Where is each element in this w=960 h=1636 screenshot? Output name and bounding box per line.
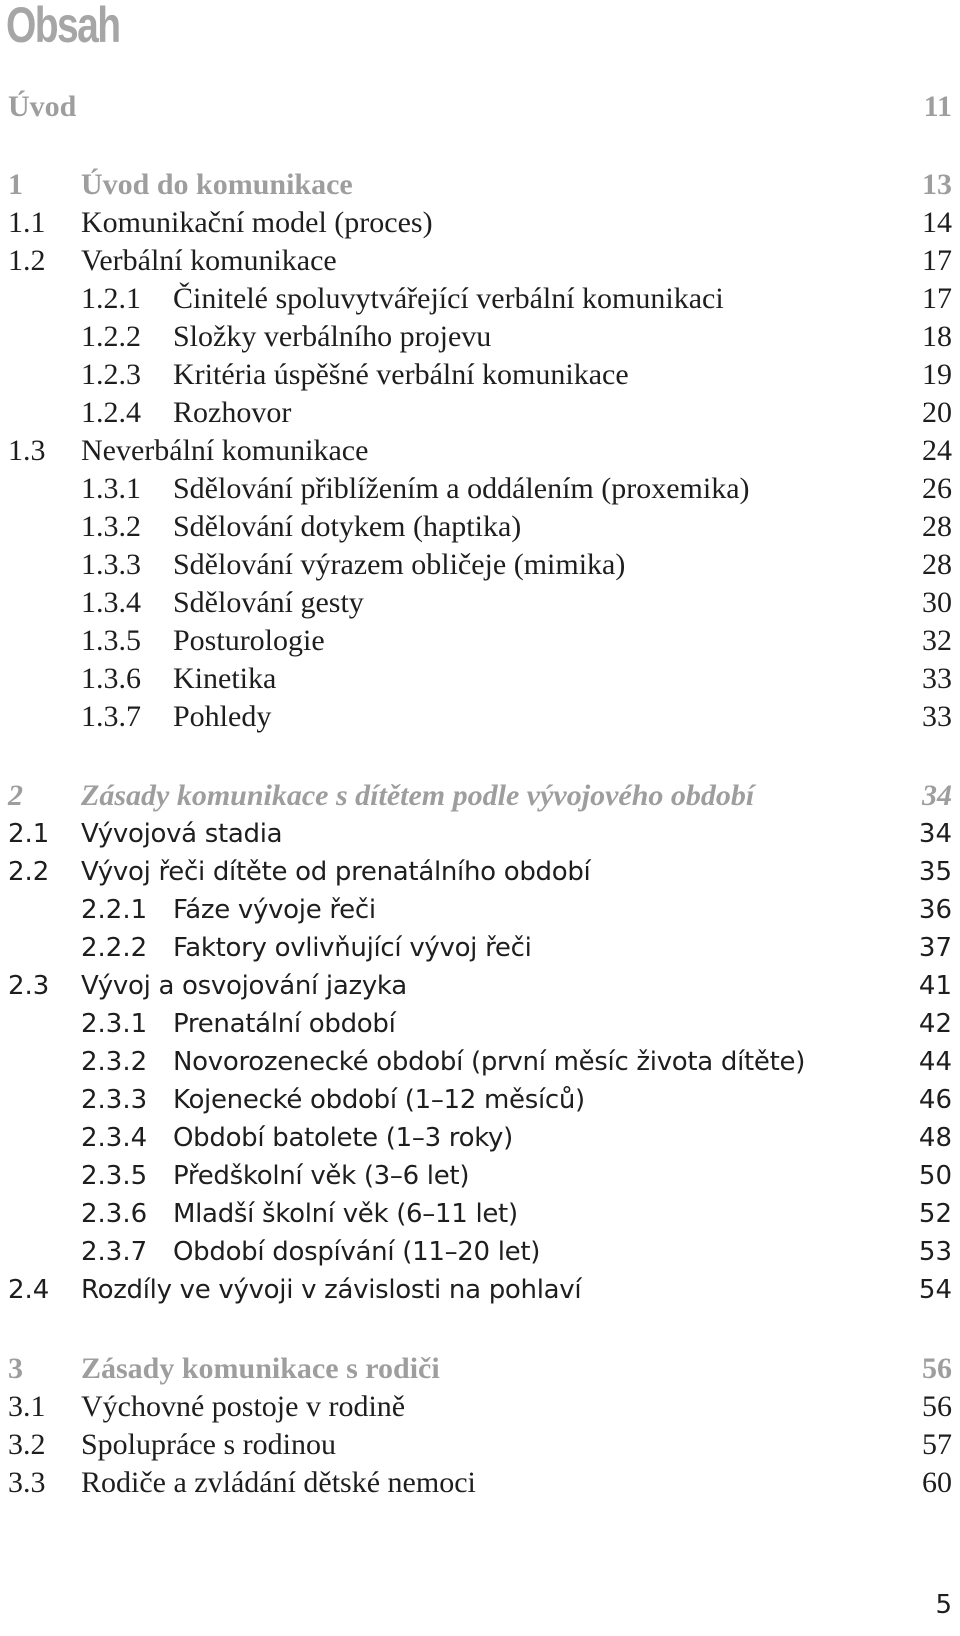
toc-entry-number: 1.2.2	[81, 320, 141, 353]
toc-entry-number: 2.3.3	[81, 1085, 148, 1115]
toc-entry[interactable]	[0, 431, 960, 471]
toc-entry-title: Kojenecké období (1–12 měsíců)	[173, 1085, 585, 1115]
toc-entry-page: 56	[922, 1352, 952, 1385]
toc-entry-number: 2.3.1	[81, 1009, 148, 1039]
toc-entry-number: 3	[8, 1352, 23, 1385]
toc-entry-number: 2.2	[8, 857, 50, 887]
toc-entry-title: Komunikační model (proces)	[81, 206, 433, 239]
toc-entry[interactable]	[0, 1387, 960, 1427]
toc-subentry[interactable]	[0, 1118, 960, 1158]
toc-entry-title: Spolupráce s rodinou	[81, 1428, 336, 1461]
toc-entry-title: Zásady komunikace s rodiči	[81, 1352, 440, 1385]
toc-subentry[interactable]	[0, 1042, 960, 1082]
toc-entry-number: 2.4	[8, 1275, 50, 1305]
toc-entry[interactable]	[0, 814, 960, 854]
toc-entry-number: 3.2	[8, 1428, 46, 1461]
toc-entry-title: Posturologie	[173, 624, 325, 657]
toc-entry-title: Rodiče a zvládání dětské nemoci	[81, 1466, 476, 1499]
toc-entry-page: 24	[922, 434, 952, 467]
toc-entry-page: 42	[918, 1009, 952, 1039]
toc-entry-page: 14	[922, 206, 952, 239]
toc-entry-title: Faktory ovlivňující vývoj řeči	[173, 933, 532, 963]
toc-entry-title: Vývoj řeči dítěte od prenatálního období	[81, 857, 591, 887]
toc-entry-page: 13	[922, 168, 952, 201]
toc-entry-title: Sdělování gesty	[173, 586, 364, 619]
toc-entry-title: Fáze vývoje řeči	[173, 895, 376, 925]
toc-entry-title: Sdělování výrazem obličeje (mimika)	[173, 548, 626, 581]
toc-entry-page: 11	[923, 90, 952, 123]
toc-entry-title: Výchovné postoje v rodině	[81, 1390, 406, 1423]
toc-subentry[interactable]	[0, 279, 960, 319]
toc-entry[interactable]	[0, 1270, 960, 1310]
toc-entry-number: 1.3.1	[81, 472, 141, 505]
toc-entry[interactable]	[0, 852, 960, 892]
toc-entry-number: 2.3.6	[81, 1199, 148, 1229]
toc-entry-title: Rozdíly ve vývoji v závislosti na pohlaví	[81, 1275, 582, 1305]
toc-entry-page: 17	[922, 282, 952, 315]
toc-entry-number: 2.3.4	[81, 1123, 148, 1153]
toc-entry-number: 1.2	[8, 244, 46, 277]
toc-entry-page: 30	[922, 586, 952, 619]
toc-entry-title: Předškolní věk (3–6 let)	[173, 1161, 470, 1191]
toc-entry-page: 50	[918, 1161, 952, 1191]
toc-entry-title: Sdělování přiblížením a oddálením (proxemika)	[173, 472, 750, 505]
toc-subentry[interactable]	[0, 928, 960, 968]
toc-entry-title: Verbální komunikace	[81, 244, 337, 277]
toc-entry-number: 2.1	[8, 819, 50, 849]
toc-entry-number: 1.3.2	[81, 510, 141, 543]
toc-entry-number: 1.3.4	[81, 586, 141, 619]
toc-subentry[interactable]	[0, 1004, 960, 1044]
toc-entry-number: 2	[8, 779, 23, 812]
toc-entry-number: 1.3.5	[81, 624, 141, 657]
toc-entry-page: 33	[922, 662, 952, 695]
toc-entry-number: Úvod	[8, 90, 77, 123]
toc-entry-number: 2.2.1	[81, 895, 148, 925]
toc-entry-number: 1.3.3	[81, 548, 141, 581]
toc-subentry[interactable]	[0, 1194, 960, 1234]
toc-entry[interactable]	[0, 1463, 960, 1503]
toc-entry-page: 28	[922, 510, 952, 543]
toc-entry-number: 2.3	[8, 971, 50, 1001]
toc-entry-page: 28	[922, 548, 952, 581]
toc-entry-title: Vývojová stadia	[81, 819, 283, 849]
toc-entry[interactable]	[0, 1425, 960, 1465]
toc-entry-number: 3.1	[8, 1390, 46, 1423]
toc-entry-page: 48	[918, 1123, 952, 1153]
toc-entry-page: 36	[918, 895, 952, 925]
toc-subentry[interactable]	[0, 469, 960, 509]
toc-subentry[interactable]	[0, 621, 960, 661]
toc-entry-page: 44	[918, 1047, 952, 1077]
toc-entry-number: 2.2.2	[81, 933, 148, 963]
toc-subentry[interactable]	[0, 1232, 960, 1272]
toc-entry-title: Novorozenecké období (první měsíc života dítěte)	[173, 1047, 806, 1077]
toc-entry-number: 1	[8, 168, 23, 201]
toc-subentry[interactable]	[0, 1156, 960, 1196]
toc-entry-title: Vývoj a osvojování jazyka	[81, 971, 407, 1001]
toc-entry-page: 41	[918, 971, 952, 1001]
toc-entry-number: 1.3.7	[81, 700, 141, 733]
toc-subentry[interactable]	[0, 393, 960, 433]
toc-subentry[interactable]	[0, 507, 960, 547]
toc-entry[interactable]	[0, 966, 960, 1006]
toc-subentry[interactable]	[0, 890, 960, 930]
toc-entry-number: 1.3.6	[81, 662, 141, 695]
toc-entry-page: 20	[922, 396, 952, 429]
toc-entry-title: Činitelé spoluvytvářející verbální komunikaci	[173, 282, 724, 315]
toc-entry-page: 34	[918, 819, 952, 849]
toc-entry-number: 1.1	[8, 206, 46, 239]
toc-entry-page: 18	[922, 320, 952, 353]
toc-subentry[interactable]	[0, 355, 960, 395]
toc-subentry[interactable]	[0, 697, 960, 737]
toc-chapter-2[interactable]	[0, 776, 960, 816]
toc-entry-number: 1.2.3	[81, 358, 141, 391]
toc-entry-number: 1.2.4	[81, 396, 141, 429]
toc-entry-number: 2.3.5	[81, 1161, 148, 1191]
toc-entry-number: 2.3.7	[81, 1237, 148, 1267]
toc-entry-title: Složky verbálního projevu	[173, 320, 492, 353]
toc-entry-page: 57	[922, 1428, 952, 1461]
toc-entry-page: 34	[922, 779, 952, 812]
toc-subentry[interactable]	[0, 317, 960, 357]
toc-subentry[interactable]	[0, 659, 960, 699]
toc-entry-title: Období dospívání (11–20 let)	[173, 1237, 541, 1267]
toc-subentry[interactable]	[0, 545, 960, 585]
toc-entry-page: 56	[922, 1390, 952, 1423]
toc-entry-number: 3.3	[8, 1466, 46, 1499]
toc-entry-page: 17	[922, 244, 952, 277]
toc-entry-title: Pohledy	[173, 700, 272, 733]
toc-entry[interactable]	[0, 241, 960, 281]
toc-entry-page: 46	[918, 1085, 952, 1115]
toc-entry-title: Období batolete (1–3 roky)	[173, 1123, 513, 1153]
toc-entry-page: 54	[918, 1275, 952, 1305]
toc-entry-number: 1.3	[8, 434, 46, 467]
toc-entry-page: 32	[922, 624, 952, 657]
toc-entry-page: 52	[918, 1199, 952, 1229]
toc-entry-title: Rozhovor	[173, 396, 292, 429]
toc-entry-number: 2.3.2	[81, 1047, 148, 1077]
page-title: Obsah	[6, 0, 120, 53]
toc-chapter-1[interactable]	[0, 165, 960, 205]
toc-entry-number: 1.2.1	[81, 282, 141, 315]
toc-entry[interactable]	[0, 203, 960, 243]
toc-entry-title: Neverbální komunikace	[81, 434, 369, 467]
toc-entry-title: Kinetika	[173, 662, 277, 695]
toc-entry-page: 26	[922, 472, 952, 505]
page-number: 5	[935, 1590, 952, 1620]
toc-entry-title: Zásady komunikace s dítětem podle vývojového období	[81, 779, 755, 812]
toc-entry-title: Kritéria úspěšné verbální komunikace	[173, 358, 629, 391]
toc-entry-page: 37	[918, 933, 952, 963]
toc-entry-page: 60	[922, 1466, 952, 1499]
toc-entry-intro[interactable]	[0, 87, 960, 127]
toc-entry-page: 19	[922, 358, 952, 391]
toc-entry-title: Úvod do komunikace	[81, 168, 353, 201]
toc-subentry[interactable]	[0, 1080, 960, 1120]
toc-entry-title: Mladší školní věk (6–11 let)	[173, 1199, 518, 1229]
toc-entry-title: Prenatální období	[173, 1009, 396, 1039]
toc-entry-title: Sdělování dotykem (haptika)	[173, 510, 522, 543]
toc-entry-page: 53	[918, 1237, 952, 1267]
toc-chapter-3[interactable]	[0, 1349, 960, 1389]
toc-subentry[interactable]	[0, 583, 960, 623]
toc-entry-page: 35	[918, 857, 952, 887]
toc-entry-page: 33	[922, 700, 952, 733]
